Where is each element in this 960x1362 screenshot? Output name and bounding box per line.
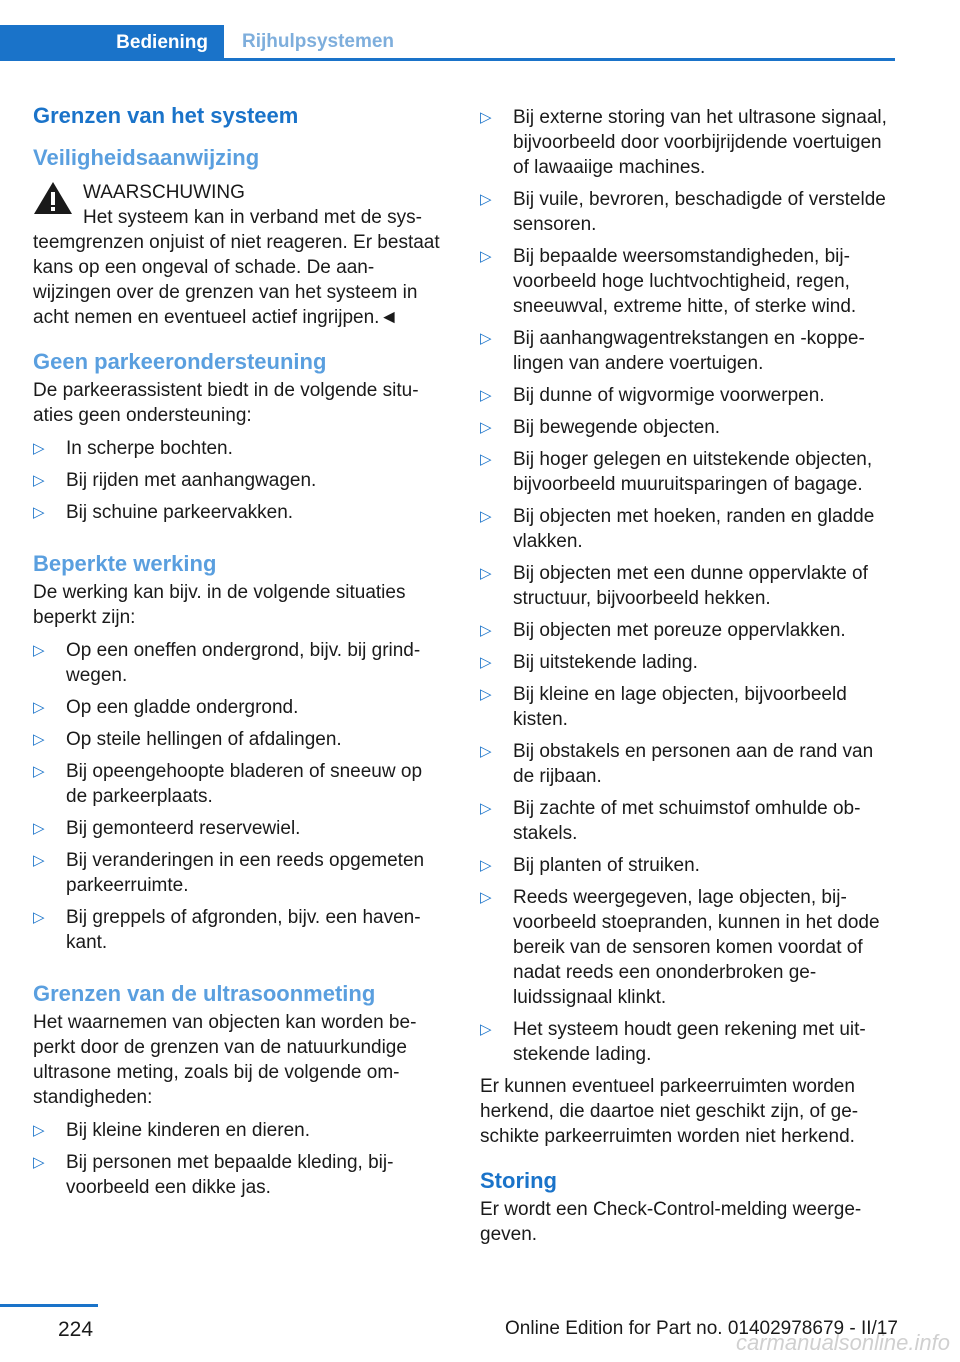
list-item: ▷ Bij bewegende objecten. <box>480 417 721 438</box>
list-item: ▷ Bij planten of struiken. <box>480 855 700 876</box>
triangle-bullet-icon: ▷ <box>33 1122 45 1139</box>
left-column <box>33 100 443 1207</box>
triangle-bullet-icon: ▷ <box>33 440 45 457</box>
triangle-bullet-icon: ▷ <box>480 387 492 404</box>
right-column <box>480 100 895 1247</box>
triangle-bullet-icon: ▷ <box>33 1154 45 1171</box>
triangle-bullet-icon: ▷ <box>33 472 45 489</box>
list-item: ▷ Bij veranderingen in een reeds opgemeten parkeerruimte. <box>33 850 425 896</box>
list-item: ▷ Bij obstakels en personen aan de rand van de rijbaan. <box>480 741 874 787</box>
triangle-bullet-icon: ▷ <box>480 889 492 906</box>
triangle-bullet-icon: ▷ <box>480 109 492 126</box>
list-item: ▷ In scherpe bochten. <box>33 438 233 459</box>
triangle-bullet-icon: ▷ <box>480 743 492 760</box>
triangle-bullet-icon: ▷ <box>480 686 492 703</box>
list-item: ▷ Bij zachte of met schuimstof omhulde obstakels. <box>480 798 861 844</box>
triangle-bullet-icon: ▷ <box>480 419 492 436</box>
list-item: ▷ Bij opeengehoopte bladeren of sneeuw op de parkeerplaats. <box>33 761 423 807</box>
warning-triangle-icon <box>33 180 73 216</box>
list-item: ▷ Op een gladde ondergrond. <box>33 697 299 718</box>
footer-divider <box>0 1304 98 1307</box>
ultra-list-continued <box>480 105 895 1074</box>
edition-text: Online Edition for Part no. 01402978679 - II/17 <box>505 1318 898 1339</box>
list-item: ▷ Bij bepaalde weersomstandigheden, bijvoorbeeld hoge luchtvochtigheid, regen, sneeuwval, extreme hitte, of sterke wind. <box>480 246 857 317</box>
warning-text: teemgrenzen onjuist of niet reageren. Er bestaat kans op een ongeval of schade. De aanwijzingen over de grenzen van het systeem in acht nemen en eventueel actief ingrijpen.◄ <box>33 232 440 328</box>
list-item: ▷ Reeds weergegeven, lage objecten, bijvoorbeeld stoepranden, kunnen in het dode bereik van de sensoren komen voordat of nadat reeds een ononderbroken geluidssignaal klinkt. <box>480 887 880 1008</box>
list-item: ▷ Op een oneffen ondergrond, bijv. bij grindwegen. <box>33 640 421 686</box>
chapter-tabbar <box>0 25 895 61</box>
triangle-bullet-icon: ▷ <box>480 1021 492 1038</box>
triangle-bullet-icon: ▷ <box>480 565 492 582</box>
watermark: carmanualsonline.info <box>735 1330 950 1355</box>
triangle-bullet-icon: ▷ <box>480 857 492 874</box>
limited-list <box>33 638 443 962</box>
list-item: ▷ Bij gemonteerd reservewiel. <box>33 818 301 839</box>
closing-paragraph: Er kunnen eventueel parkeerruimten worden herkend, die daartoe niet geschikt zijn, of geschikte parkeerruimten worden niet herkend. <box>480 1076 859 1147</box>
list-item: ▷ Bij dunne of wigvormige voorwerpen. <box>480 385 825 406</box>
triangle-bullet-icon: ▷ <box>480 622 492 639</box>
triangle-bullet-icon: ▷ <box>480 508 492 525</box>
warning-text-first: Het systeem kan in verband met de sys- <box>83 207 422 228</box>
page-number: 224 <box>58 1318 94 1341</box>
triangle-bullet-icon: ▷ <box>33 820 45 837</box>
triangle-bullet-icon: ▷ <box>480 191 492 208</box>
no-parking-heading: Geen parkeerondersteuning <box>33 349 327 374</box>
list-item: ▷ Bij objecten met een dunne oppervlakte of structuur, bijvoorbeeld hekken. <box>480 563 868 609</box>
list-item: ▷ Bij objecten met poreuze oppervlakken. <box>480 620 846 641</box>
tab-rijhulpsystemen[interactable]: Rijhulpsystemen <box>224 25 895 61</box>
triangle-bullet-icon: ▷ <box>33 731 45 748</box>
safety-heading: Veiligheidsaanwijzing <box>33 145 260 170</box>
warning-block <box>33 180 443 330</box>
list-item: ▷ Bij aanhangwagentrekstangen en -koppelingen van andere voertuigen. <box>480 328 865 374</box>
triangle-bullet-icon: ▷ <box>33 504 45 521</box>
ultra-intro: Het waarnemen van objecten kan worden beperkt door de grenzen van de natuurkundige ultrasone meting, zoals bij de volgende omstandigheden: <box>33 1012 417 1108</box>
list-item: ▷ Het systeem houdt geen rekening met uitstekende lading. <box>480 1019 866 1065</box>
list-item: ▷ Bij rijden met aanhangwagen. <box>33 470 317 491</box>
triangle-bullet-icon: ▷ <box>480 451 492 468</box>
list-item: ▷ Bij schuine parkeervakken. <box>33 502 294 523</box>
triangle-bullet-icon: ▷ <box>33 909 45 926</box>
section-title: Grenzen van het systeem <box>33 103 299 128</box>
triangle-bullet-icon: ▷ <box>33 642 45 659</box>
triangle-bullet-icon: ▷ <box>33 763 45 780</box>
ultra-list <box>33 1118 443 1207</box>
triangle-bullet-icon: ▷ <box>480 248 492 265</box>
fault-heading: Storing <box>480 1168 557 1193</box>
limited-heading: Beperkte werking <box>33 551 217 576</box>
list-item: ▷ Bij hoger gelegen en uitstekende objecten, bijvoorbeeld muuruitsparingen of bagage. <box>480 449 873 495</box>
limited-intro: De werking kan bijv. in de volgende situaties beperkt zijn: <box>33 582 406 628</box>
list-item: ▷ Bij objecten met hoeken, randen en gladde vlakken. <box>480 506 875 552</box>
ultra-heading: Grenzen van de ultrasoonmeting <box>33 981 376 1006</box>
list-item: ▷ Bij personen met bepaalde kleding, bijvoorbeeld een dikke jas. <box>33 1152 394 1198</box>
no-parking-list <box>33 436 443 532</box>
triangle-bullet-icon: ▷ <box>480 330 492 347</box>
no-parking-intro: De parkeerassistent biedt in de volgende situaties geen ondersteuning: <box>33 380 419 426</box>
list-item: ▷ Bij uitstekende lading. <box>480 652 698 673</box>
warning-title: WAARSCHUWING <box>83 182 245 203</box>
triangle-bullet-icon: ▷ <box>480 800 492 817</box>
list-item: ▷ Op steile hellingen of afdalingen. <box>33 729 342 750</box>
list-item: ▷ Bij greppels of afgronden, bijv. een havenkant. <box>33 907 421 953</box>
list-item: ▷ Bij kleine kinderen en dieren. <box>33 1120 310 1141</box>
list-item: ▷ Bij kleine en lage objecten, bijvoorbeeld kisten. <box>480 684 847 730</box>
list-item: ▷ Bij vuile, bevroren, beschadigde of verstelde sensoren. <box>480 189 886 235</box>
fault-text: Er wordt een Check-Control-melding weergegeven. <box>480 1199 862 1245</box>
triangle-bullet-icon: ▷ <box>33 852 45 869</box>
tab-bediening[interactable]: Bediening <box>0 25 224 61</box>
list-item: ▷ Bij externe storing van het ultrasone signaal, bijvoorbeeld door voorbijrijdende voertuigen of lawaaiige machines. <box>480 107 887 178</box>
triangle-bullet-icon: ▷ <box>480 654 492 671</box>
triangle-bullet-icon: ▷ <box>33 699 45 716</box>
